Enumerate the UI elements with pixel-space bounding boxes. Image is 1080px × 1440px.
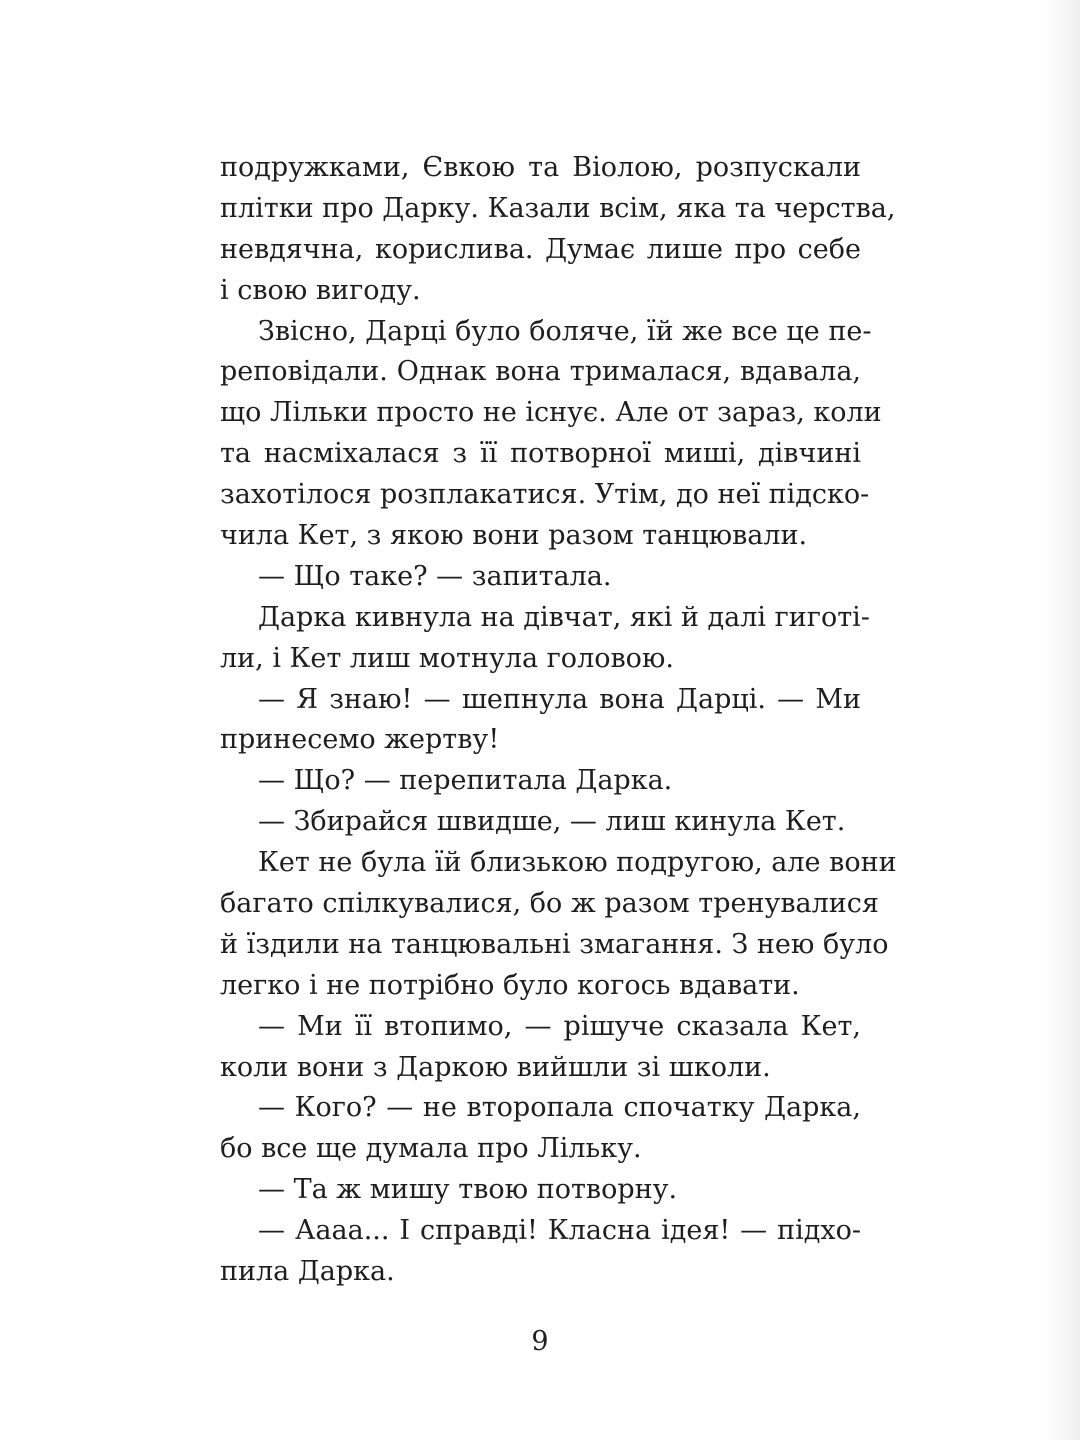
text-line: коли вони з Даркою вийшли зі школи.: [220, 1051, 771, 1083]
text-line: — Аааа... І справді! Класна ідея! — підхо-: [258, 1215, 861, 1247]
text-line: бо все ще думала про Лільку.: [220, 1133, 642, 1165]
text-line: невдячна, корислива. Думає лише про себе: [220, 233, 861, 265]
text-line: й їздили на танцювальні змагання. З нею було: [220, 928, 889, 960]
text-line: чила Кет, з якою вони разом танцювали.: [220, 520, 808, 552]
page-number: 9: [531, 1326, 549, 1357]
text-line: — Я знаю! — шепнула вона Дарці. — Ми: [258, 683, 861, 715]
text-line: захотілося розплакатися. Утім, до неї підско-: [220, 479, 870, 511]
text-line: і свою вигоду.: [220, 274, 421, 306]
text-line: Кет не була їй близькою подругою, але вони: [258, 847, 897, 879]
text-line: подружками, Євкою та Віолою, розпускали: [220, 152, 861, 183]
text-line: реповідали. Однак вона трималася, вдавала,: [220, 356, 861, 388]
text-line: — Що? — перепитала Дарка.: [258, 765, 673, 797]
text-line: що Лільки просто не існує. Але от зараз, коли: [220, 397, 882, 429]
text-line: — Ми її втопимо, — рішуче сказала Кет,: [258, 1010, 861, 1042]
text-line: легко і не потрібно було когось вдавати.: [220, 969, 800, 1001]
text-line: Звісно, Дарці було боляче, їй же все це пе-: [258, 315, 872, 347]
text-line: принесемо жертву!: [220, 724, 500, 756]
text-line: Дарка кивнула на дівчат, які й далі гиготі-: [258, 601, 870, 633]
body-text: [220, 148, 897, 1293]
page-edge-shadow: [1044, 0, 1080, 1440]
text-line: ли, і Кет лиш мотнула головою.: [220, 642, 675, 674]
text-line: — Та ж мишу твою потворну.: [258, 1174, 678, 1206]
text-line: — Кого? — не второпала спочатку Дарка,: [258, 1092, 861, 1124]
text-line: плітки про Дарку. Казали всім, яка та черства,: [220, 192, 896, 224]
text-line: та насміхалася з її потворної миші, дівчині: [220, 438, 861, 470]
text-line: — Що таке? — запитала.: [258, 560, 612, 592]
text-line: пила Дарка.: [220, 1256, 395, 1288]
text-line: — Збирайся швидше, — лиш кинула Кет.: [258, 806, 846, 838]
text-line: багато спілкувалися, бо ж разом тренувалися: [220, 888, 879, 920]
